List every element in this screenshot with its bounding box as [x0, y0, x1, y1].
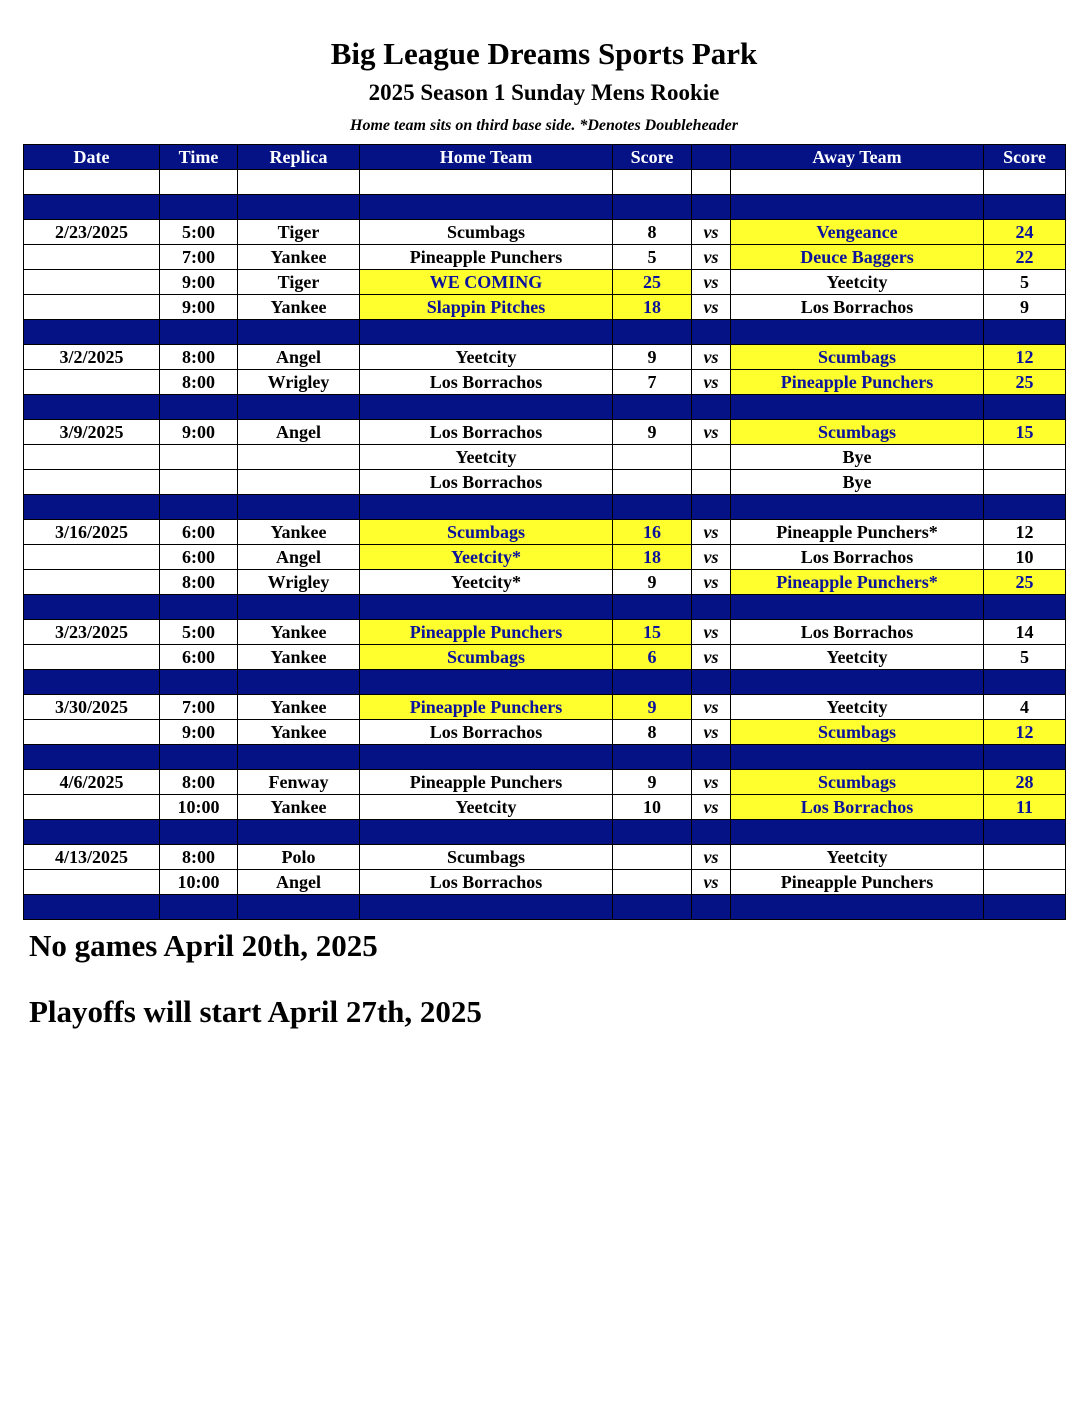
home-team-cell: Scumbags [360, 845, 613, 870]
page-title: Big League Dreams Sports Park [330, 36, 758, 71]
away-team-cell: Pineapple Punchers* [731, 570, 984, 595]
home-score-cell [613, 170, 692, 195]
home-score-cell [613, 820, 692, 845]
date-cell [24, 295, 160, 320]
schedule-table [23, 144, 1066, 920]
home-score-cell [613, 195, 692, 220]
date-cell: 2/23/2025 [24, 220, 160, 245]
home-score-cell: 9 [613, 695, 692, 720]
home-team-cell: Pineapple Punchers [360, 695, 613, 720]
date-cell [24, 795, 160, 820]
home-team-cell [360, 595, 613, 620]
away-team-cell: Scumbags [731, 720, 984, 745]
away-score-cell [984, 470, 1066, 495]
home-team-cell: Los Borrachos [360, 470, 613, 495]
date-cell [24, 395, 160, 420]
away-score-cell [984, 820, 1066, 845]
replica-cell [238, 445, 360, 470]
home-score-cell: 5 [613, 245, 692, 270]
schedule-note: Home team sits on third base side. *Denotes Doubleheader [350, 117, 738, 134]
table-row [24, 620, 1066, 645]
home-score-cell [613, 670, 692, 695]
away-score-cell [984, 670, 1066, 695]
time-cell: 9:00 [160, 295, 238, 320]
replica-cell: Angel [238, 420, 360, 445]
date-cell: 3/2/2025 [24, 345, 160, 370]
date-cell [24, 720, 160, 745]
date-cell: 4/6/2025 [24, 770, 160, 795]
away-score-cell: 10 [984, 545, 1066, 570]
home-score-cell [613, 470, 692, 495]
away-score-cell [984, 495, 1066, 520]
away-team-cell [731, 595, 984, 620]
home-team-cell: Los Borrachos [360, 370, 613, 395]
column-header-vs [692, 145, 731, 170]
time-cell: 6:00 [160, 645, 238, 670]
date-cell [24, 370, 160, 395]
column-header-date: Date [24, 145, 160, 170]
time-cell: 7:00 [160, 695, 238, 720]
column-header-home-score: Score [613, 145, 692, 170]
away-score-cell: 12 [984, 720, 1066, 745]
home-score-cell: 10 [613, 795, 692, 820]
home-score-cell [613, 845, 692, 870]
replica-cell [238, 820, 360, 845]
home-team-cell: Yeetcity [360, 345, 613, 370]
time-cell: 6:00 [160, 545, 238, 570]
home-score-cell: 9 [613, 570, 692, 595]
date-cell [24, 670, 160, 695]
away-score-cell: 12 [984, 345, 1066, 370]
vs-cell: vs [692, 245, 731, 270]
home-score-cell [613, 320, 692, 345]
away-team-cell [731, 670, 984, 695]
time-cell [160, 745, 238, 770]
column-header-replica: Replica [238, 145, 360, 170]
vs-cell [692, 445, 731, 470]
away-team-cell: Yeetcity [731, 270, 984, 295]
time-cell: 10:00 [160, 795, 238, 820]
home-team-cell: Scumbags [360, 220, 613, 245]
home-team-cell: Los Borrachos [360, 720, 613, 745]
away-score-cell: 15 [984, 420, 1066, 445]
column-header-away-team: Away Team [731, 145, 984, 170]
home-team-cell [360, 745, 613, 770]
home-team-cell: WE COMING [360, 270, 613, 295]
away-team-cell: Los Borrachos [731, 795, 984, 820]
time-cell: 5:00 [160, 220, 238, 245]
home-score-cell: 18 [613, 295, 692, 320]
column-header-away-score: Score [984, 145, 1066, 170]
replica-cell: Angel [238, 870, 360, 895]
home-team-cell [360, 320, 613, 345]
table-row [24, 870, 1066, 895]
table-row [24, 295, 1066, 320]
away-score-cell [984, 595, 1066, 620]
vs-cell: vs [692, 870, 731, 895]
away-score-cell: 22 [984, 245, 1066, 270]
away-team-cell: Los Borrachos [731, 620, 984, 645]
date-cell: 3/30/2025 [24, 695, 160, 720]
replica-cell: Yankee [238, 245, 360, 270]
replica-cell [238, 320, 360, 345]
replica-cell [238, 170, 360, 195]
home-team-cell [360, 895, 613, 920]
replica-cell: Yankee [238, 645, 360, 670]
table-row [24, 345, 1066, 370]
away-team-cell: Bye [731, 470, 984, 495]
table-row [24, 845, 1066, 870]
table-row [24, 795, 1066, 820]
replica-cell [238, 745, 360, 770]
vs-cell: vs [692, 570, 731, 595]
vs-cell: vs [692, 370, 731, 395]
date-cell [24, 895, 160, 920]
vs-cell: vs [692, 520, 731, 545]
away-team-cell [731, 820, 984, 845]
time-cell: 9:00 [160, 720, 238, 745]
table-row [24, 245, 1066, 270]
home-team-cell: Yeetcity* [360, 570, 613, 595]
home-score-cell: 15 [613, 620, 692, 645]
away-score-cell: 12 [984, 520, 1066, 545]
date-cell: 3/23/2025 [24, 620, 160, 645]
away-score-cell: 5 [984, 270, 1066, 295]
home-score-cell: 16 [613, 520, 692, 545]
date-cell [24, 645, 160, 670]
replica-cell: Wrigley [238, 370, 360, 395]
vs-cell [692, 170, 731, 195]
replica-cell: Angel [238, 545, 360, 570]
away-score-cell: 9 [984, 295, 1066, 320]
no-games-notice: No games April 20th, 2025 [29, 928, 378, 963]
vs-cell [692, 195, 731, 220]
home-score-cell: 18 [613, 545, 692, 570]
vs-cell: vs [692, 645, 731, 670]
table-row [24, 520, 1066, 545]
time-cell: 10:00 [160, 870, 238, 895]
date-cell [24, 470, 160, 495]
replica-cell: Angel [238, 345, 360, 370]
time-cell: 8:00 [160, 770, 238, 795]
away-team-cell: Yeetcity [731, 845, 984, 870]
table-header-row [24, 145, 1066, 170]
vs-cell: vs [692, 545, 731, 570]
away-score-cell: 25 [984, 570, 1066, 595]
away-team-cell: Yeetcity [731, 695, 984, 720]
replica-cell: Yankee [238, 795, 360, 820]
vs-cell: vs [692, 845, 731, 870]
vs-cell [692, 470, 731, 495]
vs-cell: vs [692, 770, 731, 795]
away-score-cell [984, 745, 1066, 770]
home-team-cell: Slappin Pitches [360, 295, 613, 320]
away-team-cell [731, 170, 984, 195]
vs-cell: vs [692, 620, 731, 645]
vs-cell: vs [692, 420, 731, 445]
time-cell: 5:00 [160, 620, 238, 645]
away-team-cell: Deuce Baggers [731, 245, 984, 270]
away-score-cell [984, 845, 1066, 870]
date-cell [24, 745, 160, 770]
home-score-cell: 25 [613, 270, 692, 295]
home-team-cell: Yeetcity [360, 445, 613, 470]
away-score-cell [984, 445, 1066, 470]
away-team-cell: Yeetcity [731, 645, 984, 670]
away-score-cell [984, 195, 1066, 220]
table-row [24, 720, 1066, 745]
date-cell [24, 545, 160, 570]
time-cell: 7:00 [160, 245, 238, 270]
home-team-cell: Scumbags [360, 520, 613, 545]
blank-row [24, 170, 1066, 195]
away-score-cell: 4 [984, 695, 1066, 720]
away-score-cell: 24 [984, 220, 1066, 245]
away-team-cell [731, 495, 984, 520]
away-team-cell: Scumbags [731, 345, 984, 370]
time-cell: 8:00 [160, 370, 238, 395]
date-separator-row [24, 320, 1066, 345]
home-team-cell [360, 395, 613, 420]
away-team-cell: Bye [731, 445, 984, 470]
vs-cell [692, 820, 731, 845]
home-team-cell: Pineapple Punchers [360, 245, 613, 270]
table-row [24, 270, 1066, 295]
home-team-cell [360, 820, 613, 845]
time-cell [160, 395, 238, 420]
home-team-cell [360, 495, 613, 520]
date-cell [24, 170, 160, 195]
replica-cell: Yankee [238, 620, 360, 645]
away-team-cell: Vengeance [731, 220, 984, 245]
away-score-cell [984, 320, 1066, 345]
table-row [24, 545, 1066, 570]
away-team-cell [731, 895, 984, 920]
replica-cell: Yankee [238, 520, 360, 545]
date-cell [24, 270, 160, 295]
table-row [24, 570, 1066, 595]
replica-cell: Polo [238, 845, 360, 870]
date-separator-row [24, 745, 1066, 770]
time-cell [160, 820, 238, 845]
away-team-cell: Los Borrachos [731, 545, 984, 570]
time-cell [160, 195, 238, 220]
away-team-cell [731, 320, 984, 345]
replica-cell: Yankee [238, 295, 360, 320]
date-cell [24, 570, 160, 595]
date-cell [24, 320, 160, 345]
column-header-home-team: Home Team [360, 145, 613, 170]
vs-cell [692, 745, 731, 770]
time-cell: 9:00 [160, 270, 238, 295]
vs-cell: vs [692, 270, 731, 295]
replica-cell [238, 195, 360, 220]
table-row [24, 445, 1066, 470]
vs-cell [692, 895, 731, 920]
date-cell [24, 820, 160, 845]
home-score-cell [613, 495, 692, 520]
time-cell [160, 670, 238, 695]
away-team-cell [731, 395, 984, 420]
time-cell: 9:00 [160, 420, 238, 445]
date-cell [24, 245, 160, 270]
away-score-cell: 28 [984, 770, 1066, 795]
away-score-cell: 14 [984, 620, 1066, 645]
vs-cell: vs [692, 295, 731, 320]
vs-cell [692, 395, 731, 420]
home-score-cell: 7 [613, 370, 692, 395]
table-row [24, 370, 1066, 395]
vs-cell [692, 495, 731, 520]
home-score-cell: 8 [613, 220, 692, 245]
time-cell [160, 320, 238, 345]
date-separator-row [24, 495, 1066, 520]
table-row [24, 770, 1066, 795]
replica-cell: Yankee [238, 695, 360, 720]
away-team-cell: Pineapple Punchers* [731, 520, 984, 545]
home-team-cell [360, 170, 613, 195]
vs-cell: vs [692, 720, 731, 745]
home-score-cell: 8 [613, 720, 692, 745]
home-score-cell [613, 595, 692, 620]
vs-cell [692, 670, 731, 695]
vs-cell: vs [692, 795, 731, 820]
date-cell: 3/16/2025 [24, 520, 160, 545]
vs-cell [692, 595, 731, 620]
time-cell [160, 170, 238, 195]
replica-cell [238, 670, 360, 695]
vs-cell: vs [692, 695, 731, 720]
away-score-cell [984, 895, 1066, 920]
away-score-cell [984, 395, 1066, 420]
time-cell: 6:00 [160, 520, 238, 545]
time-cell [160, 495, 238, 520]
date-cell [24, 445, 160, 470]
table-row [24, 220, 1066, 245]
away-team-cell [731, 195, 984, 220]
time-cell [160, 445, 238, 470]
vs-cell [692, 320, 731, 345]
date-cell [24, 195, 160, 220]
away-team-cell: Pineapple Punchers [731, 370, 984, 395]
home-team-cell: Los Borrachos [360, 420, 613, 445]
away-score-cell: 5 [984, 645, 1066, 670]
date-cell: 3/9/2025 [24, 420, 160, 445]
table-row [24, 695, 1066, 720]
home-team-cell: Scumbags [360, 645, 613, 670]
away-score-cell [984, 170, 1066, 195]
time-cell [160, 595, 238, 620]
away-score-cell: 11 [984, 795, 1066, 820]
date-separator-row [24, 820, 1066, 845]
date-separator-row [24, 595, 1066, 620]
date-cell [24, 495, 160, 520]
home-score-cell [613, 445, 692, 470]
home-team-cell: Pineapple Punchers [360, 620, 613, 645]
time-cell [160, 470, 238, 495]
away-team-cell: Los Borrachos [731, 295, 984, 320]
replica-cell [238, 470, 360, 495]
home-team-cell: Pineapple Punchers [360, 770, 613, 795]
home-team-cell: Yeetcity [360, 795, 613, 820]
replica-cell [238, 395, 360, 420]
home-score-cell: 9 [613, 770, 692, 795]
schedule-body [24, 170, 1066, 920]
vs-cell: vs [692, 345, 731, 370]
home-score-cell [613, 745, 692, 770]
home-score-cell [613, 870, 692, 895]
replica-cell: Fenway [238, 770, 360, 795]
home-score-cell [613, 895, 692, 920]
date-separator-row [24, 395, 1066, 420]
time-cell: 8:00 [160, 845, 238, 870]
replica-cell: Tiger [238, 270, 360, 295]
time-cell: 8:00 [160, 345, 238, 370]
home-score-cell [613, 395, 692, 420]
page-subtitle: 2025 Season 1 Sunday Mens Rookie [368, 80, 720, 105]
replica-cell [238, 595, 360, 620]
home-score-cell: 9 [613, 345, 692, 370]
replica-cell [238, 895, 360, 920]
home-team-cell [360, 670, 613, 695]
date-cell [24, 595, 160, 620]
time-cell [160, 895, 238, 920]
vs-cell: vs [692, 220, 731, 245]
date-cell: 4/13/2025 [24, 845, 160, 870]
away-team-cell: Scumbags [731, 420, 984, 445]
date-separator-row [24, 195, 1066, 220]
playoffs-notice: Playoffs will start April 27th, 2025 [29, 994, 482, 1029]
home-team-cell: Los Borrachos [360, 870, 613, 895]
home-team-cell [360, 195, 613, 220]
replica-cell: Tiger [238, 220, 360, 245]
away-team-cell: Scumbags [731, 770, 984, 795]
date-separator-row [24, 670, 1066, 695]
replica-cell: Yankee [238, 720, 360, 745]
table-row [24, 470, 1066, 495]
away-team-cell: Pineapple Punchers [731, 870, 984, 895]
table-row [24, 420, 1066, 445]
home-score-cell: 9 [613, 420, 692, 445]
table-row [24, 645, 1066, 670]
time-cell: 8:00 [160, 570, 238, 595]
column-header-time: Time [160, 145, 238, 170]
away-score-cell: 25 [984, 370, 1066, 395]
away-score-cell [984, 870, 1066, 895]
date-cell [24, 870, 160, 895]
home-team-cell: Yeetcity* [360, 545, 613, 570]
home-score-cell: 6 [613, 645, 692, 670]
replica-cell [238, 495, 360, 520]
away-team-cell [731, 745, 984, 770]
replica-cell: Wrigley [238, 570, 360, 595]
date-separator-row [24, 895, 1066, 920]
